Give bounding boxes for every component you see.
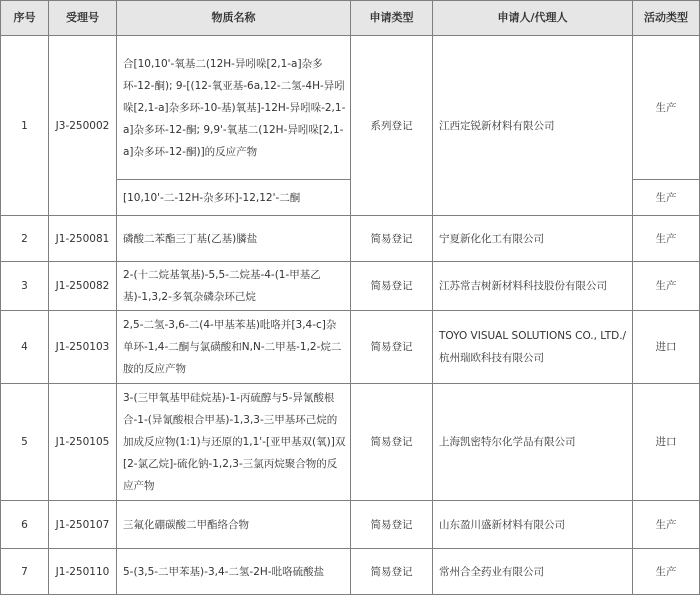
table-row: [1, 384, 700, 501]
cell-activity: 进口: [633, 384, 700, 501]
table-row: [1, 262, 700, 311]
cell-activity: 生产: [633, 36, 700, 180]
table-row: [1, 549, 700, 595]
cell-substance: [10,10'-二-12H-杂多环]-12,12'-二酮: [117, 180, 351, 216]
table-row: [1, 216, 700, 262]
cell-type: 系列登记: [351, 36, 433, 216]
cell-type: 简易登记: [351, 311, 433, 384]
cell-id: J1-250107: [49, 501, 117, 549]
cell-id: J1-250081: [49, 216, 117, 262]
cell-applicant: TOYO VISUAL SOLUTIONS CO., LTD./杭州瑞欧科技有限公司: [433, 311, 633, 384]
cell-id: J1-250105: [49, 384, 117, 501]
cell-type: 简易登记: [351, 501, 433, 549]
cell-no: 7: [1, 549, 49, 595]
cell-no: 2: [1, 216, 49, 262]
cell-substance: 2,5-二氢-3,6-二(4-甲基苯基)吡咯并[3,4-c]杂单环-1,4-二酮与氯磺酸和N,N-二甲基-1,2-烷二胺的反应产物: [117, 311, 351, 384]
cell-substance: 合[10,10'-氧基二(12H-异吲哚[2,1-a]杂多环-12-酮); 9-[(12-氧亚基-6a,12-二氢-4H-异吲哚[2,1-a]杂多环-10-基)氧基]-12H-异吲哚-2,1-a]杂多环-12-酮; 9,9'-氧基二(12H-异吲哚[2,1-a]杂多环-12-酮)]的反应产物: [117, 36, 351, 180]
cell-type: 简易登记: [351, 262, 433, 311]
table-row: [1, 36, 700, 180]
cell-activity: 进口: [633, 311, 700, 384]
cell-type: 简易登记: [351, 384, 433, 501]
cell-applicant: 宁夏新化化工有限公司: [433, 216, 633, 262]
header-activity: 活动类型: [633, 1, 700, 36]
cell-id: J1-250110: [49, 549, 117, 595]
cell-id: J1-250082: [49, 262, 117, 311]
cell-substance: 5-(3,5-二甲苯基)-3,4-二氢-2H-吡咯硫酸盐: [117, 549, 351, 595]
cell-applicant: 常州合全药业有限公司: [433, 549, 633, 595]
cell-activity: 生产: [633, 180, 700, 216]
header-id: 受理号: [49, 1, 117, 36]
header-applicant: 申请人/代理人: [433, 1, 633, 36]
cell-type: 简易登记: [351, 549, 433, 595]
cell-type: 简易登记: [351, 216, 433, 262]
header-type: 申请类型: [351, 1, 433, 36]
table-row: [1, 501, 700, 549]
table-row: [1, 311, 700, 384]
cell-substance: 3-(三甲氧基甲硅烷基)-1-丙硫醇与5-异氰酸根合-1-(异氰酸根合甲基)-1,3,3-三甲基环己烷的加成反应物(1:1)与还原的1,1'-[亚甲基双(氧)]双[2-氯乙烷]-硫化钠-1,2,3-三氯丙烷聚合物的反应产物: [117, 384, 351, 501]
cell-no: 4: [1, 311, 49, 384]
table-header-row: [1, 1, 700, 36]
header-substance: 物质名称: [117, 1, 351, 36]
cell-substance: 磷酸二苯酯三丁基(乙基)膦盐: [117, 216, 351, 262]
cell-no: 1: [1, 36, 49, 216]
cell-activity: 生产: [633, 501, 700, 549]
cell-activity: 生产: [633, 549, 700, 595]
cell-applicant: 山东盈川盛新材料有限公司: [433, 501, 633, 549]
cell-applicant: 上海凯密特尔化学品有限公司: [433, 384, 633, 501]
cell-activity: 生产: [633, 262, 700, 311]
cell-applicant: 江西定锐新材料有限公司: [433, 36, 633, 216]
cell-no: 5: [1, 384, 49, 501]
cell-id: J3-250002: [49, 36, 117, 216]
cell-substance: 三氟化硼碳酸二甲酯络合物: [117, 501, 351, 549]
cell-applicant: 江苏常吉树新材料科技股份有限公司: [433, 262, 633, 311]
cell-no: 3: [1, 262, 49, 311]
cell-id: J1-250103: [49, 311, 117, 384]
cell-activity: 生产: [633, 216, 700, 262]
cell-no: 6: [1, 501, 49, 549]
cell-substance: 2-(十二烷基氧基)-5,5-二烷基-4-(1-甲基乙基)-1,3,2-多氧杂磷杂环己烷: [117, 262, 351, 311]
header-no: 序号: [1, 1, 49, 36]
